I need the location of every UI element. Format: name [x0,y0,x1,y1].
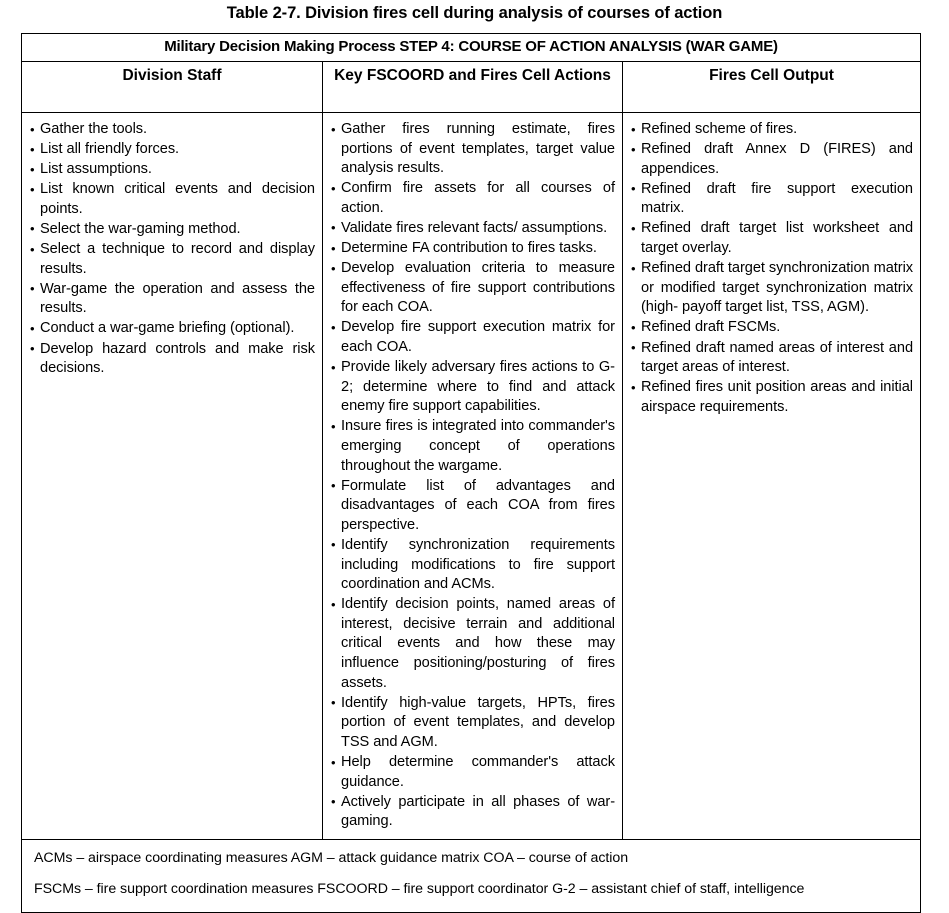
list-item: • Validate fires relevant facts/ assumptions. [330,219,615,239]
list-item: • Insure fires is integrated into commander's emerging concept of operations throughout the wargame. [330,417,615,476]
key-fscoord-actions-list [330,120,615,832]
list-item: • Refined fires unit position areas and initial airspace requirements. [630,378,913,417]
list-item: • Provide likely adversary fires actions to G-2; determine where to find and attack enemy fire support capabilities. [330,358,615,417]
fires-cell-output-list [630,120,913,417]
table-legend-row [22,840,921,913]
cell-key-fscoord-actions [323,113,623,840]
list-item: • Determine FA contribution to fires tasks. [330,239,615,259]
cell-fires-cell-output [623,113,921,840]
table-banner-row [22,34,921,62]
list-item: • Select a technique to record and display results. [29,240,315,279]
list-item: • Formulate list of advantages and disadvantages of each COA from fires perspective. [330,477,615,536]
column-header-division-staff: Division Staff [22,62,323,113]
list-item: • Refined draft Annex D (FIRES) and appendices. [630,140,913,179]
list-item: • Develop fire support execution matrix for each COA. [330,318,615,357]
list-item: • Gather fires running estimate, fires portions of event templates, target value analysis results. [330,120,615,179]
list-item: • Refined scheme of fires. [630,120,913,140]
column-header-fires-cell-output: Fires Cell Output [623,62,921,113]
table-body-row [22,113,921,840]
table-banner-cell: Military Decision Making Process STEP 4: COURSE OF ACTION ANALYSIS (WAR GAME) [22,34,921,62]
list-item: • Confirm fire assets for all courses of action. [330,179,615,218]
list-item: • Identify synchronization requirements including modifications to fire support coordination and ACMs. [330,536,615,595]
list-item: • List all friendly forces. [29,140,315,160]
list-item: • Refined draft target synchronization matrix or modified target synchronization matrix (high- payoff target list, TSS, AGM). [630,259,913,318]
legend-line-2: FSCMs – fire support coordination measures FSCOORD – fire support coordinator G-2 – assistant chief of staff, intelligence [34,881,805,898]
list-item: • Identify decision points, named areas of interest, decisive terrain and additional critical events and how these may influence positioning/posturing of fires assets. [330,595,615,693]
list-item: • Refined draft named areas of interest and target areas of interest. [630,339,913,378]
list-item: • Select the war-gaming method. [29,220,315,240]
column-header-key-fscoord-actions: Key FSCOORD and Fires Cell Actions [323,62,623,113]
table-caption: Table 2-7. Division fires cell during analysis of courses of action [226,4,723,22]
table-container [21,33,920,913]
list-item: • List assumptions. [29,160,315,180]
fires-cell-table [21,33,921,913]
cell-division-staff [22,113,323,840]
list-item: • Refined draft target list worksheet and target overlay. [630,219,913,258]
list-item: • Gather the tools. [29,120,315,140]
list-item: • Identify high-value targets, HPTs, fires portion of event templates, and develop TSS and AGM. [330,694,615,753]
list-item: • Develop evaluation criteria to measure effectiveness of fire support contributions for each COA. [330,259,615,318]
legend-line-1: ACMs – airspace coordinating measures AGM – attack guidance matrix COA – course of action [34,850,629,867]
list-item: • War-game the operation and assess the results. [29,280,315,319]
list-item: • Develop hazard controls and make risk decisions. [29,340,315,379]
list-item: • List known critical events and decision points. [29,180,315,219]
list-item: • Conduct a war-game briefing (optional). [29,319,315,339]
legend-cell [22,840,921,913]
table-header-row [22,62,921,113]
list-item: • Help determine commander's attack guidance. [330,753,615,792]
list-item: • Refined draft FSCMs. [630,318,913,338]
list-item: • Actively participate in all phases of war-gaming. [330,793,615,832]
division-staff-list [29,120,315,379]
list-item: • Refined draft fire support execution matrix. [630,180,913,219]
